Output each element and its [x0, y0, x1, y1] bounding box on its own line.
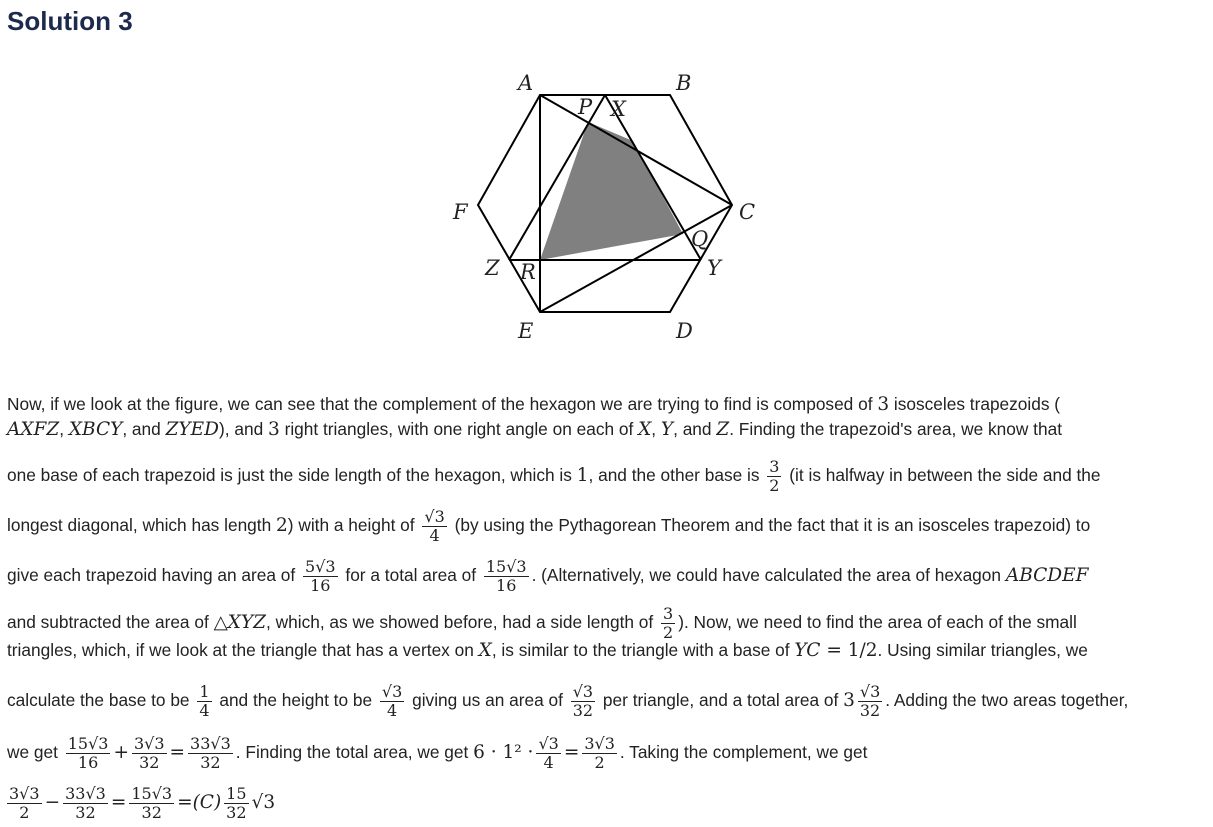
label-d: D	[676, 319, 693, 343]
text-run: per triangle, and a total area of	[598, 690, 844, 711]
text-run: (by using the Pythagorean Theorem and the fact that it is an isosceles trapezoid) to	[449, 515, 1091, 536]
fraction	[571, 683, 595, 720]
text-line-7	[7, 640, 1088, 661]
math: ZYED	[165, 419, 219, 440]
fraction	[188, 735, 233, 772]
fraction	[767, 458, 781, 495]
numerator: 15√3	[67, 734, 109, 753]
label-a: A	[518, 71, 534, 95]
denominator: 32	[859, 701, 881, 720]
label-z: Z	[485, 256, 500, 280]
text-run: Now, if we look at the figure, we can see that the complement of the hexagon we are trying to find is composed of	[7, 394, 878, 414]
label-e: E	[518, 319, 534, 343]
math: X	[638, 419, 652, 440]
math: XYZ	[227, 612, 267, 634]
numerator: 15√3	[131, 784, 173, 803]
denominator: 32	[200, 753, 221, 772]
denominator: 2	[663, 623, 674, 642]
text-run: giving us an area of	[407, 690, 568, 711]
denominator: 2	[769, 476, 780, 495]
text-line-8	[7, 683, 1128, 720]
text-line-2	[7, 419, 1062, 440]
math: 3	[267, 419, 280, 440]
denominator: 2	[594, 753, 605, 772]
math: =	[563, 742, 580, 764]
fraction	[303, 558, 338, 595]
denominator: 32	[226, 803, 247, 822]
math: =	[177, 792, 193, 814]
page-title: Solution 3	[7, 6, 133, 36]
fraction	[380, 683, 404, 720]
label-y: Y	[707, 256, 721, 280]
math: +	[113, 742, 129, 764]
fraction	[422, 508, 446, 545]
fraction	[224, 785, 248, 822]
label-f: F	[453, 200, 468, 224]
numerator: 3√3	[584, 734, 615, 753]
text-line-3	[7, 458, 1101, 495]
fraction	[536, 735, 560, 772]
math: X	[478, 640, 492, 661]
numerator: √3	[424, 507, 445, 526]
text-run: , is similar to the triangle with a base of	[491, 640, 795, 660]
text-run: right triangles, with one right angle on each of	[279, 419, 639, 439]
fraction	[858, 683, 882, 720]
numerator: √3	[538, 734, 559, 753]
text-run: triangles, which, if we look at the triangle that has a vertex on	[7, 640, 479, 660]
text-run: longest diagonal, which has length	[7, 515, 277, 536]
fraction	[7, 785, 42, 822]
text-run: , and	[673, 419, 717, 439]
label-b: B	[676, 71, 692, 95]
label-c: C	[739, 200, 756, 224]
text-run: give each trapezoid having an area of	[7, 565, 301, 586]
math: −	[44, 792, 61, 814]
numerator: 15	[226, 784, 247, 803]
math: XBCY	[68, 419, 123, 440]
denominator: 4	[199, 701, 210, 720]
numerator: √3	[572, 682, 594, 701]
text-run: , and	[122, 419, 166, 439]
math: =	[110, 792, 127, 814]
denominator: 16	[77, 753, 99, 772]
text-run: . (Alternatively, we could have calculated the area of hexagon	[531, 565, 1006, 586]
denominator: 4	[543, 753, 554, 772]
math: = 1/2	[820, 640, 878, 661]
text-run: and the height to be	[214, 690, 377, 711]
math: 3	[843, 690, 855, 712]
math: 6 · 1² ·	[473, 742, 534, 764]
text-line-10	[7, 785, 275, 822]
text-run: . Finding the trapezoid's area, we know that	[729, 419, 1062, 439]
text-line-4	[7, 508, 1090, 545]
math: 1	[576, 465, 589, 487]
numerator: 33√3	[190, 734, 231, 753]
text-run: ). Now, we need to find the area of each of the small	[678, 612, 1077, 633]
numerator: 3	[663, 604, 674, 623]
text-run: , and the other base is	[588, 465, 765, 486]
fraction	[63, 785, 108, 822]
text-run: . Using similar triangles, we	[877, 640, 1088, 660]
text-run: we get	[7, 742, 63, 763]
fraction	[661, 605, 675, 642]
text-run: ) with a height of	[287, 515, 420, 536]
text-line-6	[7, 605, 1077, 642]
fraction	[484, 558, 529, 595]
fraction	[129, 785, 174, 822]
numerator: 3√3	[133, 734, 165, 753]
numerator: 3	[769, 457, 780, 476]
text-run: ,	[59, 419, 69, 439]
math: 3	[877, 394, 890, 415]
math: √3	[251, 792, 276, 814]
label-q: Q	[691, 227, 709, 251]
fraction	[197, 683, 211, 720]
numerator: 3√3	[9, 784, 40, 803]
fraction	[132, 735, 167, 772]
math: YC	[794, 640, 821, 661]
text-run: ,	[651, 419, 661, 439]
label-p: P	[578, 95, 593, 119]
denominator: 2	[19, 803, 30, 822]
text-line-1	[7, 394, 1060, 415]
text-run: one base of each trapezoid is just the side length of the hexagon, which is	[7, 465, 577, 486]
text-run: . Finding the total area, we get	[235, 742, 474, 763]
denominator: 32	[572, 701, 594, 720]
numerator: 15√3	[485, 557, 527, 576]
label-r: R	[520, 260, 536, 284]
numerator: √3	[859, 682, 881, 701]
text-line-5	[7, 558, 1088, 595]
math: △	[213, 612, 228, 634]
text-run: . Adding the two areas together,	[885, 690, 1129, 711]
math: ABCDEF	[1005, 565, 1089, 587]
math: (C)	[192, 792, 222, 814]
text-run: ), and	[218, 419, 268, 439]
text-run: , which, as we showed before, had a side length of	[266, 612, 658, 633]
hexagon-figure	[440, 62, 780, 352]
denominator: 4	[387, 701, 398, 720]
denominator: 32	[75, 803, 96, 822]
math: =	[169, 742, 186, 764]
text-run: for a total area of	[340, 565, 481, 586]
text-run: calculate the base to be	[7, 690, 195, 711]
denominator: 32	[139, 753, 160, 772]
label-x: X	[611, 97, 626, 121]
math: AXFZ	[7, 419, 60, 440]
text-run: and subtracted the area of	[7, 612, 214, 633]
math: 2	[276, 515, 288, 537]
denominator: 4	[429, 526, 440, 545]
numerator: 1	[199, 682, 210, 701]
numerator: 5√3	[305, 557, 336, 576]
text-run: isosceles trapezoids (	[889, 394, 1061, 414]
text-run: . Taking the complement, we get	[619, 742, 868, 763]
fraction	[582, 735, 617, 772]
numerator: 33√3	[65, 784, 106, 803]
numerator: √3	[381, 682, 403, 701]
math: Y	[660, 419, 674, 440]
math: Z	[716, 419, 730, 440]
denominator: 16	[310, 576, 331, 595]
text-line-9	[7, 735, 867, 772]
fraction	[66, 735, 111, 772]
text-run: (it is halfway in between the side and the	[784, 465, 1101, 486]
denominator: 32	[141, 803, 162, 822]
denominator: 16	[496, 576, 517, 595]
